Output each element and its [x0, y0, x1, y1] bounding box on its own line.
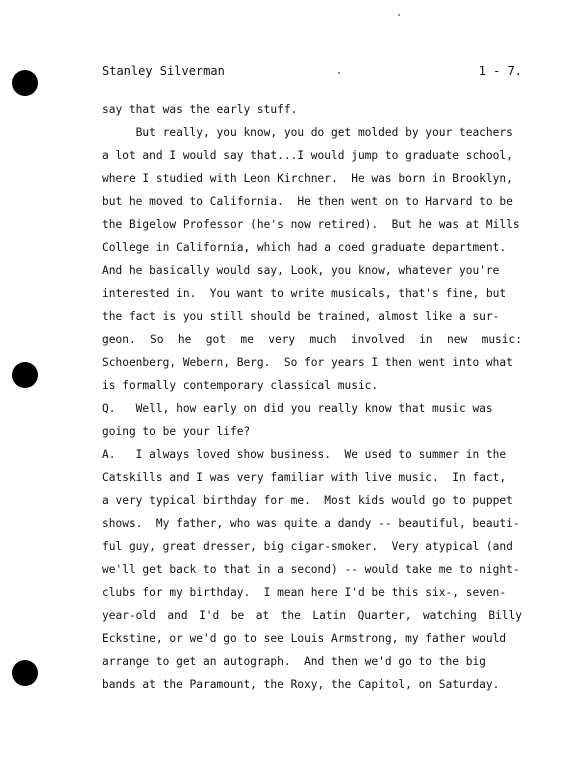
text-line: say that was the early stuff. — [102, 103, 298, 116]
text-line: year-old and I'd be at the Latin Quarter, watching Billy — [102, 609, 522, 622]
punch-hole — [12, 362, 38, 388]
text-line: interested in. You want to write musicals, that's fine, but — [102, 287, 507, 300]
text-line: shows. My father, who was quite a dandy -- beautiful, beauti- — [102, 517, 520, 530]
text-line: But really, you know, you do get molded by your teachers — [102, 126, 513, 139]
text-line: is formally contemporary classical music. — [102, 379, 379, 392]
text-line: the fact is you still should be trained, almost like a sur- — [102, 310, 500, 323]
text-line: we'll get back to that in a second) -- would take me to night- — [102, 563, 520, 576]
scan-speck — [398, 14, 400, 16]
text-line: College in California, which had a coed graduate department. — [102, 241, 507, 254]
text-line: geon. So he got me very much involved in new music: — [102, 333, 522, 346]
text-line: Catskills and I was very familiar with live music. In fact, — [102, 471, 507, 484]
text-line: Schoenberg, Webern, Berg. So for years I then went into what — [102, 356, 513, 369]
text-line: arrange to get an autograph. And then we'd go to the big — [102, 655, 486, 668]
transcript-body — [102, 98, 522, 696]
header-page-number: 1 - 7. — [478, 64, 522, 78]
text-line: where I studied with Leon Kirchner. He was born in Brooklyn, — [102, 172, 513, 185]
text-line: the Bigelow Professor (he's now retired). But he was at Mills — [102, 218, 520, 231]
punch-hole — [12, 660, 38, 686]
text-line: bands at the Paramount, the Roxy, the Capitol, on Saturday. — [102, 678, 500, 691]
text-line: a lot and I would say that...I would jump to graduate school, — [102, 149, 513, 162]
page-header — [102, 64, 522, 82]
text-line: A. I always loved show business. We used to summer in the — [102, 448, 507, 461]
text-line: but he moved to California. He then went on to Harvard to be — [102, 195, 513, 208]
text-line: Eckstine, or we'd go to see Louis Armstrong, my father would — [102, 632, 507, 645]
text-line: going to be your life? — [102, 425, 251, 438]
text-line: Q. Well, how early on did you really know that music was — [102, 402, 493, 415]
text-line: a very typical birthday for me. Most kids would go to puppet — [102, 494, 513, 507]
text-line: And he basically would say, Look, you know, whatever you're — [102, 264, 500, 277]
text-line: ful guy, great dresser, big cigar-smoker. Very atypical (and — [102, 540, 513, 553]
punch-hole — [12, 70, 38, 96]
header-author-name: Stanley Silverman — [102, 64, 225, 78]
text-line: clubs for my birthday. I mean here I'd be this six-, seven- — [102, 586, 507, 599]
